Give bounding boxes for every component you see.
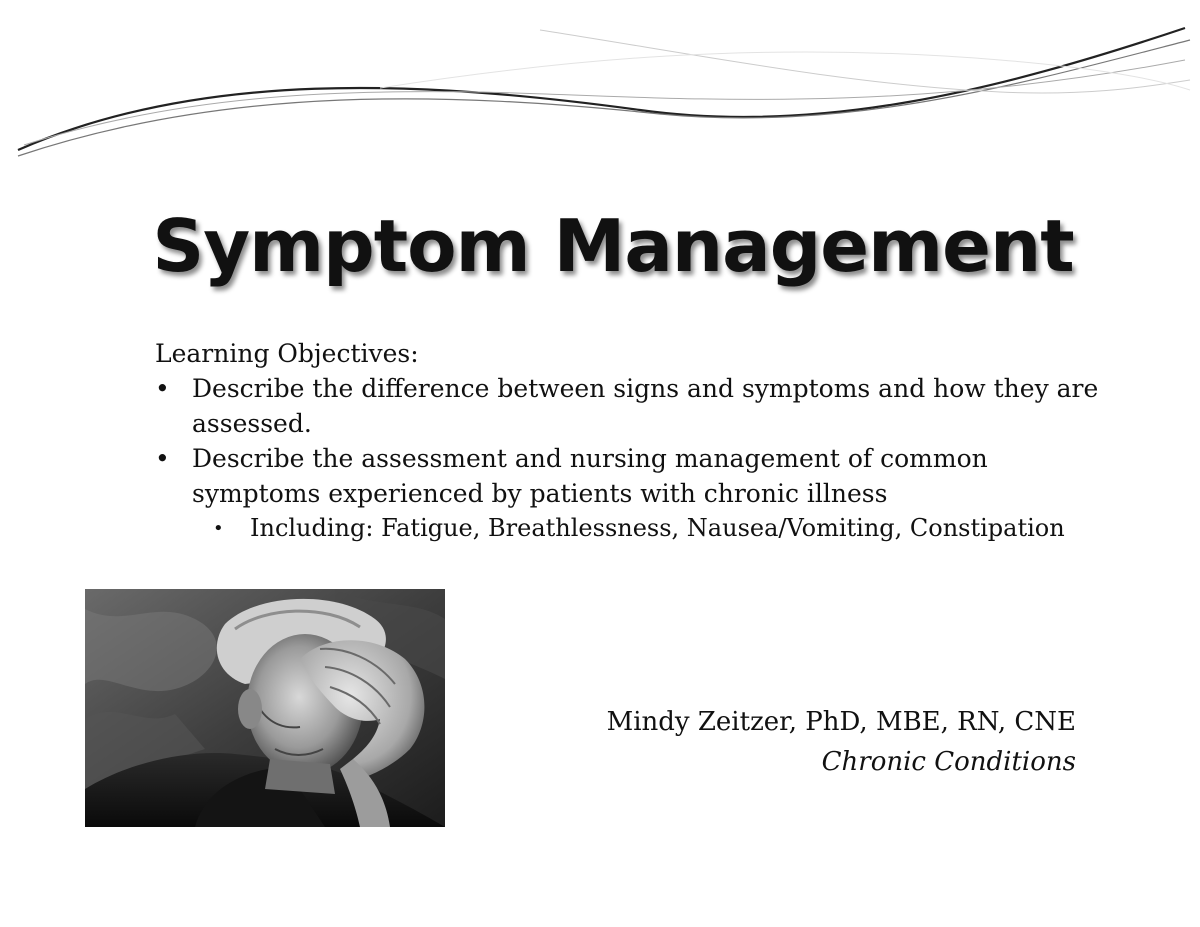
course-name: Chronic Conditions	[821, 747, 1076, 777]
slide-title: Symptom Management	[152, 204, 1074, 288]
decorative-swoosh	[0, 0, 1200, 180]
objective-subitem: • Including: Fatigue, Breathlessness, Nausea/Vomiting, Constipation	[192, 511, 1115, 546]
objective-item: • Describe the difference between signs and symptoms and how they are assessed.	[155, 371, 1115, 441]
author-name: Mindy Zeitzer, PhD, MBE, RN, CNE	[606, 707, 1076, 737]
objective-item	[155, 441, 1115, 546]
objectives-list	[155, 371, 1115, 546]
learning-objectives	[155, 336, 1115, 546]
objective-subitems	[192, 511, 1115, 546]
objective-item-text: Describe the assessment and nursing management of common symptoms experienced by patients with chronic illness	[192, 444, 988, 508]
distressed-man-photo	[85, 589, 445, 827]
objectives-heading: Learning Objectives:	[155, 339, 419, 368]
author-block	[520, 702, 1076, 782]
